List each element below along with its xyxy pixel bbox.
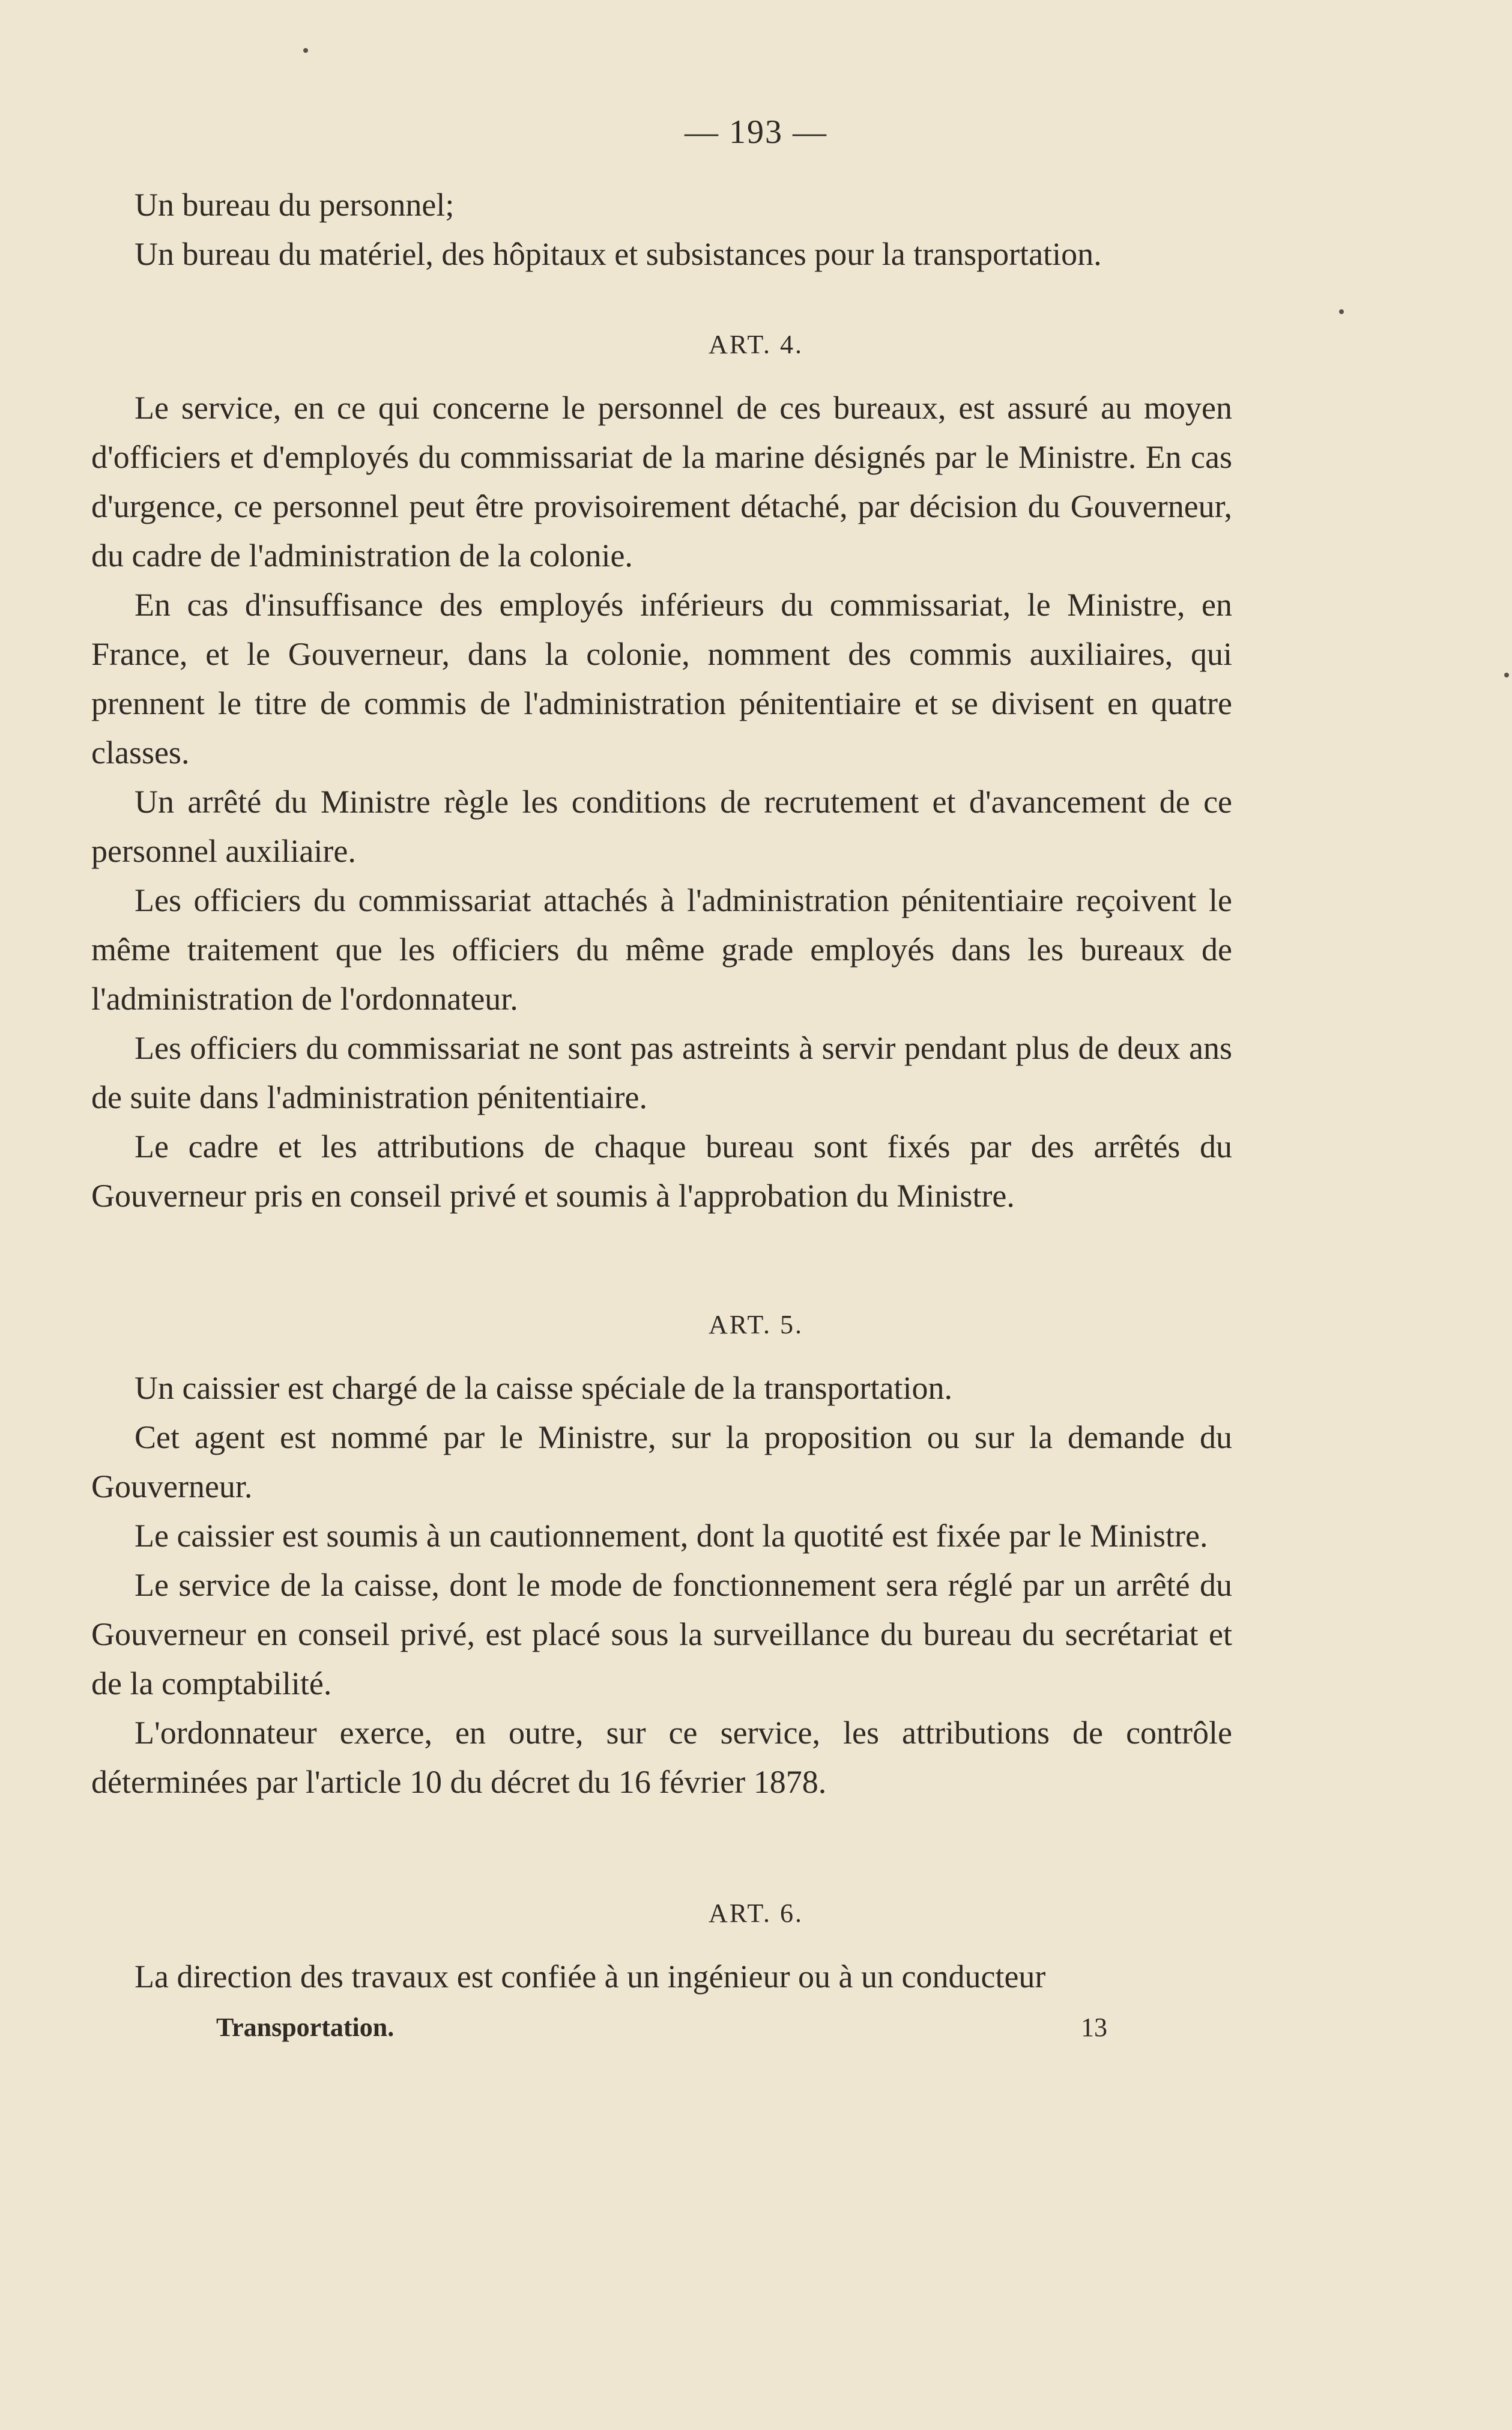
paragraph: L'ordonnateur exerce, en outre, sur ce service, les attributions de contrôle déterminées par l'article 10 du décret du 16 février 1878. — [91, 1715, 1232, 1800]
paper-speck — [1339, 309, 1344, 314]
paragraph: Un arrêté du Ministre règle les conditions de recrutement et d'avancement de ce personnel auxiliaire. — [91, 784, 1232, 869]
paragraph: Le caissier est soumis à un cautionnement, dont la quotité est fixée par le Ministre. — [135, 1518, 1208, 1554]
paragraph: Le service, en ce qui concerne le personnel de ces bureaux, est assuré au moyen d'officiers et d'employés du commissariat de la marine désignés par le Ministre. En cas d'urgence, ce personnel peut être provisoirement détaché, par décision du Gouverneur, du cadre de l'administration de la colonie. — [91, 390, 1232, 574]
article-6-body — [91, 1952, 1232, 2001]
paragraph: Un bureau du matériel, des hôpitaux et subsistances pour la transportation. — [135, 236, 1102, 272]
paragraph: Le cadre et les attributions de chaque bureau sont fixés par des arrêtés du Gouverneur pris en conseil privé et soumis à l'approbation du Ministre. — [91, 1129, 1232, 1214]
paragraph: Un bureau du personnel; — [135, 187, 455, 223]
paragraph: Un caissier est chargé de la caisse spéciale de la transportation. — [135, 1370, 952, 1406]
article-4-heading: ART. 4. — [708, 330, 804, 359]
paragraph: La direction des travaux est confiée à un ingénieur ou à un conducteur — [135, 1959, 1046, 1995]
opening-text-block — [91, 180, 1232, 279]
paragraph: Les officiers du commissariat attachés à l'administration pénitentiaire reçoivent le même traitement que les officiers du même grade employés dans les bureaux de l'administration de l'ordonnateur. — [91, 882, 1232, 1017]
paper-speck — [1504, 673, 1509, 677]
article-6-heading: ART. 6. — [708, 1898, 804, 1928]
paper-speck — [303, 48, 308, 53]
paragraph: Cet agent est nommé par le Ministre, sur la proposition ou sur la demande du Gouverneur. — [91, 1419, 1232, 1504]
article-5-heading: ART. 5. — [708, 1310, 804, 1339]
article-4-body — [91, 383, 1232, 1220]
paragraph: Le service de la caisse, dont le mode de fonctionnement sera réglé par un arrêté du Gouverneur en conseil privé, est placé sous la surveillance du bureau du secrétariat et de la comptabilité. — [91, 1567, 1232, 1701]
footer-signature-right: 13 — [1081, 2013, 1107, 2042]
page-number: — 193 — — [685, 114, 827, 151]
paragraph: Les officiers du commissariat ne sont pas astreints à servir pendant plus de deux ans de suite dans l'administration pénitentiaire. — [91, 1030, 1232, 1115]
article-5-body — [91, 1363, 1232, 1807]
footer-signature-left: Transportation. — [216, 2013, 395, 2042]
paragraph: En cas d'insuffisance des employés inférieurs du commissariat, le Ministre, en France, et le Gouverneur, dans la colonie, nomment des commis auxiliaires, qui prennent le titre de commis de l'administration pénitentiaire et se divisent en quatre classes. — [91, 587, 1232, 771]
